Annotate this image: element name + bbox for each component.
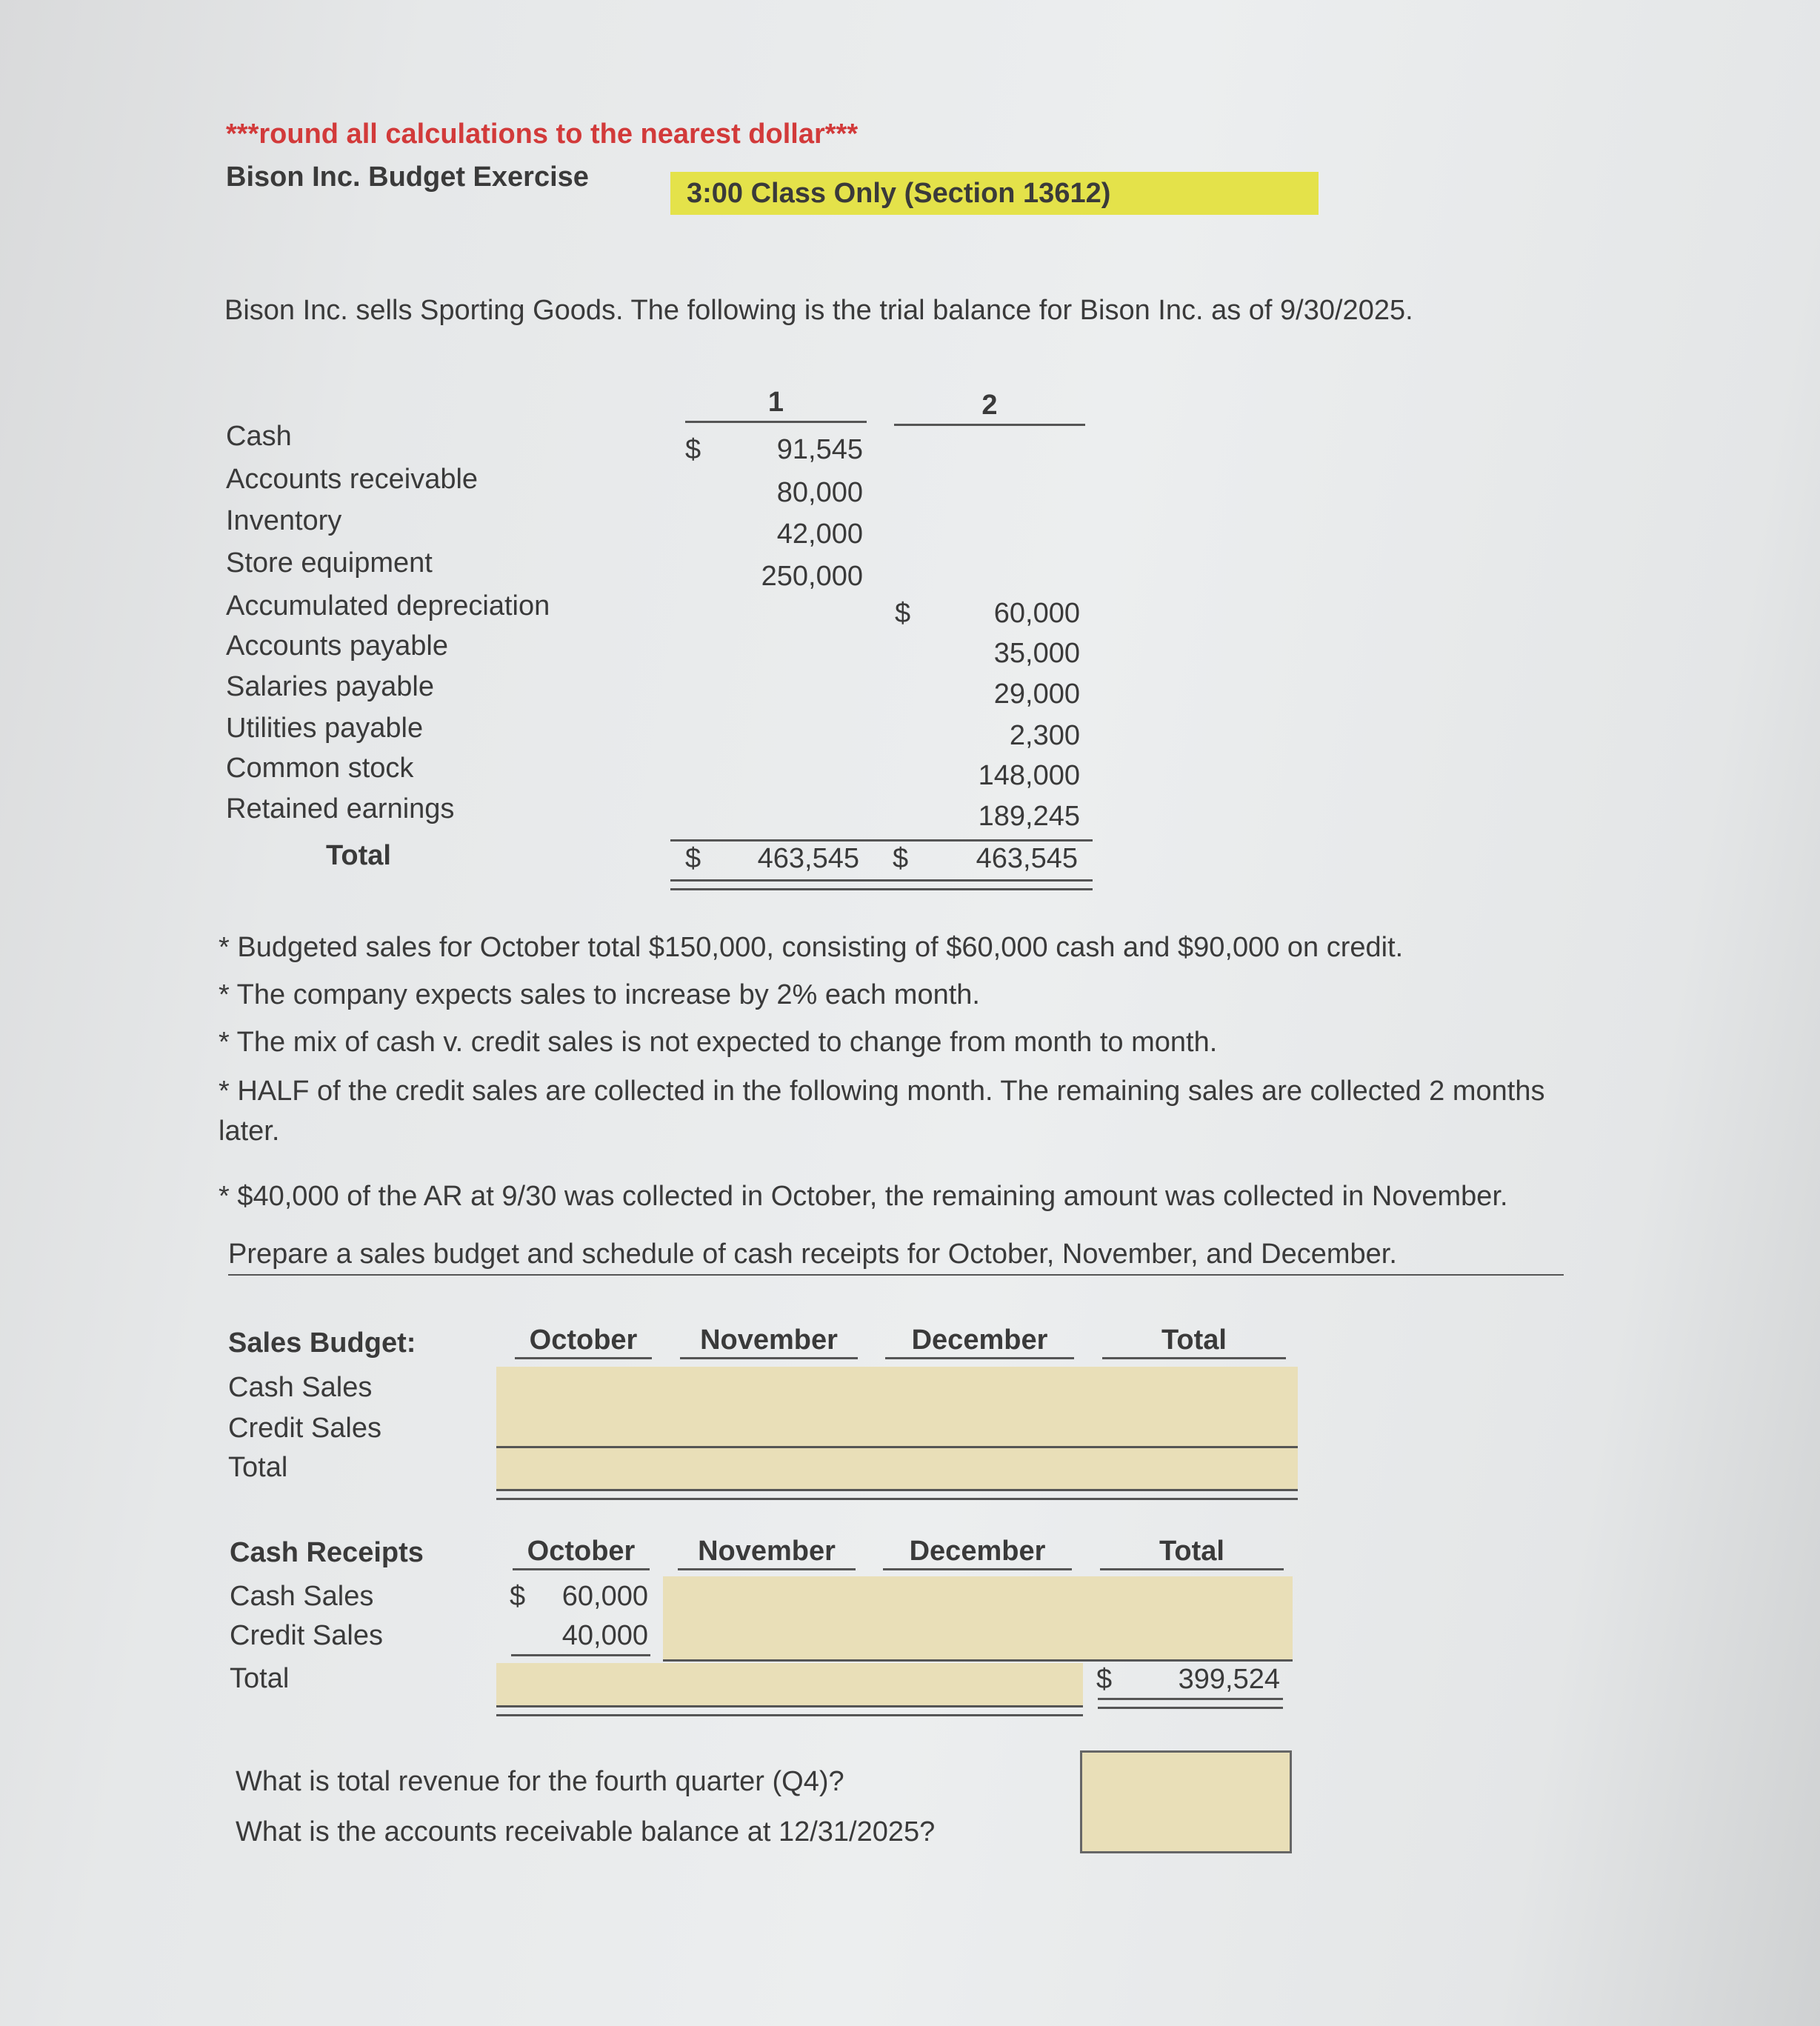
note-3: * The mix of cash v. credit sales is not expected to change from month to month. <box>219 1027 1218 1058</box>
sb-total-input-area[interactable] <box>496 1448 1298 1489</box>
tb-row-credit: 60,000 <box>993 598 1080 629</box>
cr-col-total: Total <box>1159 1536 1224 1567</box>
sb-col-november: November <box>700 1324 838 1356</box>
cr-oct-credit-sales: 40,000 <box>561 1620 648 1651</box>
tb-row-label: Inventory <box>226 505 342 536</box>
rounding-instruction: ***round all calculations to the nearest dollar*** <box>226 119 859 150</box>
tb-row-label: Utilities payable <box>226 713 424 744</box>
tb-total-credit: 463,545 <box>976 843 1078 874</box>
tb-row-label: Retained earnings <box>226 793 455 824</box>
tb-col1-header: 1 <box>767 387 784 418</box>
question-ar-balance: What is the accounts receivable balance at 12/31/2025? <box>236 1816 936 1847</box>
cr-row-credit-sales: Credit Sales <box>230 1620 383 1651</box>
tb-row-credit: 148,000 <box>978 760 1080 791</box>
cr-row-total: Total <box>230 1663 290 1694</box>
tb-row-label: Accumulated depreciation <box>226 590 550 622</box>
cr-total-input-area[interactable] <box>496 1663 1083 1705</box>
tb-row-credit: 29,000 <box>993 679 1080 710</box>
note-5: * $40,000 of the AR at 9/30 was collected in October, the remaining amount was collected in November. <box>219 1181 1508 1212</box>
tb-col2-header: 2 <box>981 390 998 421</box>
tb-total-debit-symbol: $ <box>685 843 701 874</box>
tb-row-debit: 250,000 <box>761 561 863 592</box>
task-instruction: Prepare a sales budget and schedule of cash receipts for October, November, and December. <box>228 1239 1397 1270</box>
answer-q4-revenue[interactable] <box>1080 1750 1292 1804</box>
cr-grand-total: 399,524 <box>1178 1664 1280 1695</box>
tb-row-credit: 35,000 <box>993 638 1080 669</box>
tb-row-label: Accounts receivable <box>226 464 479 495</box>
sb-row-cash-sales: Cash Sales <box>228 1372 373 1403</box>
tb-total-credit-symbol: $ <box>893 843 909 874</box>
answer-ar-balance[interactable] <box>1080 1799 1292 1853</box>
question-q4-revenue: What is total revenue for the fourth quarter (Q4)? <box>236 1766 844 1797</box>
cr-oct-cash-symbol: $ <box>510 1581 526 1612</box>
cash-receipts-title: Cash Receipts <box>230 1537 424 1568</box>
cr-row-cash-sales: Cash Sales <box>230 1581 374 1612</box>
note-4-continued: later. <box>219 1116 280 1147</box>
tb-row-credit: 2,300 <box>1009 720 1080 751</box>
sales-budget-title: Sales Budget: <box>228 1327 416 1359</box>
tb-row-label: Cash <box>226 421 292 452</box>
note-1: * Budgeted sales for October total $150,000, consisting of $60,000 cash and $90,000 on credit. <box>219 932 1404 963</box>
tb-total-debit: 463,545 <box>757 843 859 874</box>
sb-row-total: Total <box>228 1452 288 1483</box>
tb-row-label: Store equipment <box>226 547 433 579</box>
tb-total-label: Total <box>326 840 391 871</box>
cr-grand-total-symbol: $ <box>1096 1664 1113 1695</box>
sb-col-total: Total <box>1161 1324 1227 1356</box>
sb-input-area[interactable] <box>496 1367 1298 1446</box>
sb-row-credit-sales: Credit Sales <box>228 1413 381 1444</box>
tb-row-debit: 42,000 <box>776 519 863 550</box>
class-section-banner: 3:00 Class Only (Section 13612) <box>670 172 1319 215</box>
note-4: * HALF of the credit sales are collected in the following month. The remaining sales are collected 2 months <box>219 1076 1545 1107</box>
cr-col-october: October <box>527 1536 636 1567</box>
cr-col-november: November <box>698 1536 836 1567</box>
page-title: Bison Inc. Budget Exercise <box>226 161 589 193</box>
tb-row-debit: 80,000 <box>776 477 863 508</box>
tb-row-credit-symbol: $ <box>895 598 911 629</box>
cr-oct-cash-sales: 60,000 <box>561 1581 648 1612</box>
note-2: * The company expects sales to increase by 2% each month. <box>219 979 980 1010</box>
cr-col-december: December <box>909 1536 1046 1567</box>
cr-input-area[interactable] <box>663 1576 1293 1659</box>
tb-row-credit: 189,245 <box>978 801 1080 832</box>
intro-text: Bison Inc. sells Sporting Goods. The following is the trial balance for Bison Inc. as of 9/30/2025. <box>224 295 1413 326</box>
tb-row-debit-symbol: $ <box>685 434 701 465</box>
tb-row-label: Accounts payable <box>226 630 448 662</box>
sb-col-december: December <box>911 1324 1048 1356</box>
sb-col-october: October <box>529 1324 638 1356</box>
tb-row-label: Common stock <box>226 753 414 784</box>
tb-row-debit: 91,545 <box>776 434 863 465</box>
tb-row-label: Salaries payable <box>226 671 434 702</box>
